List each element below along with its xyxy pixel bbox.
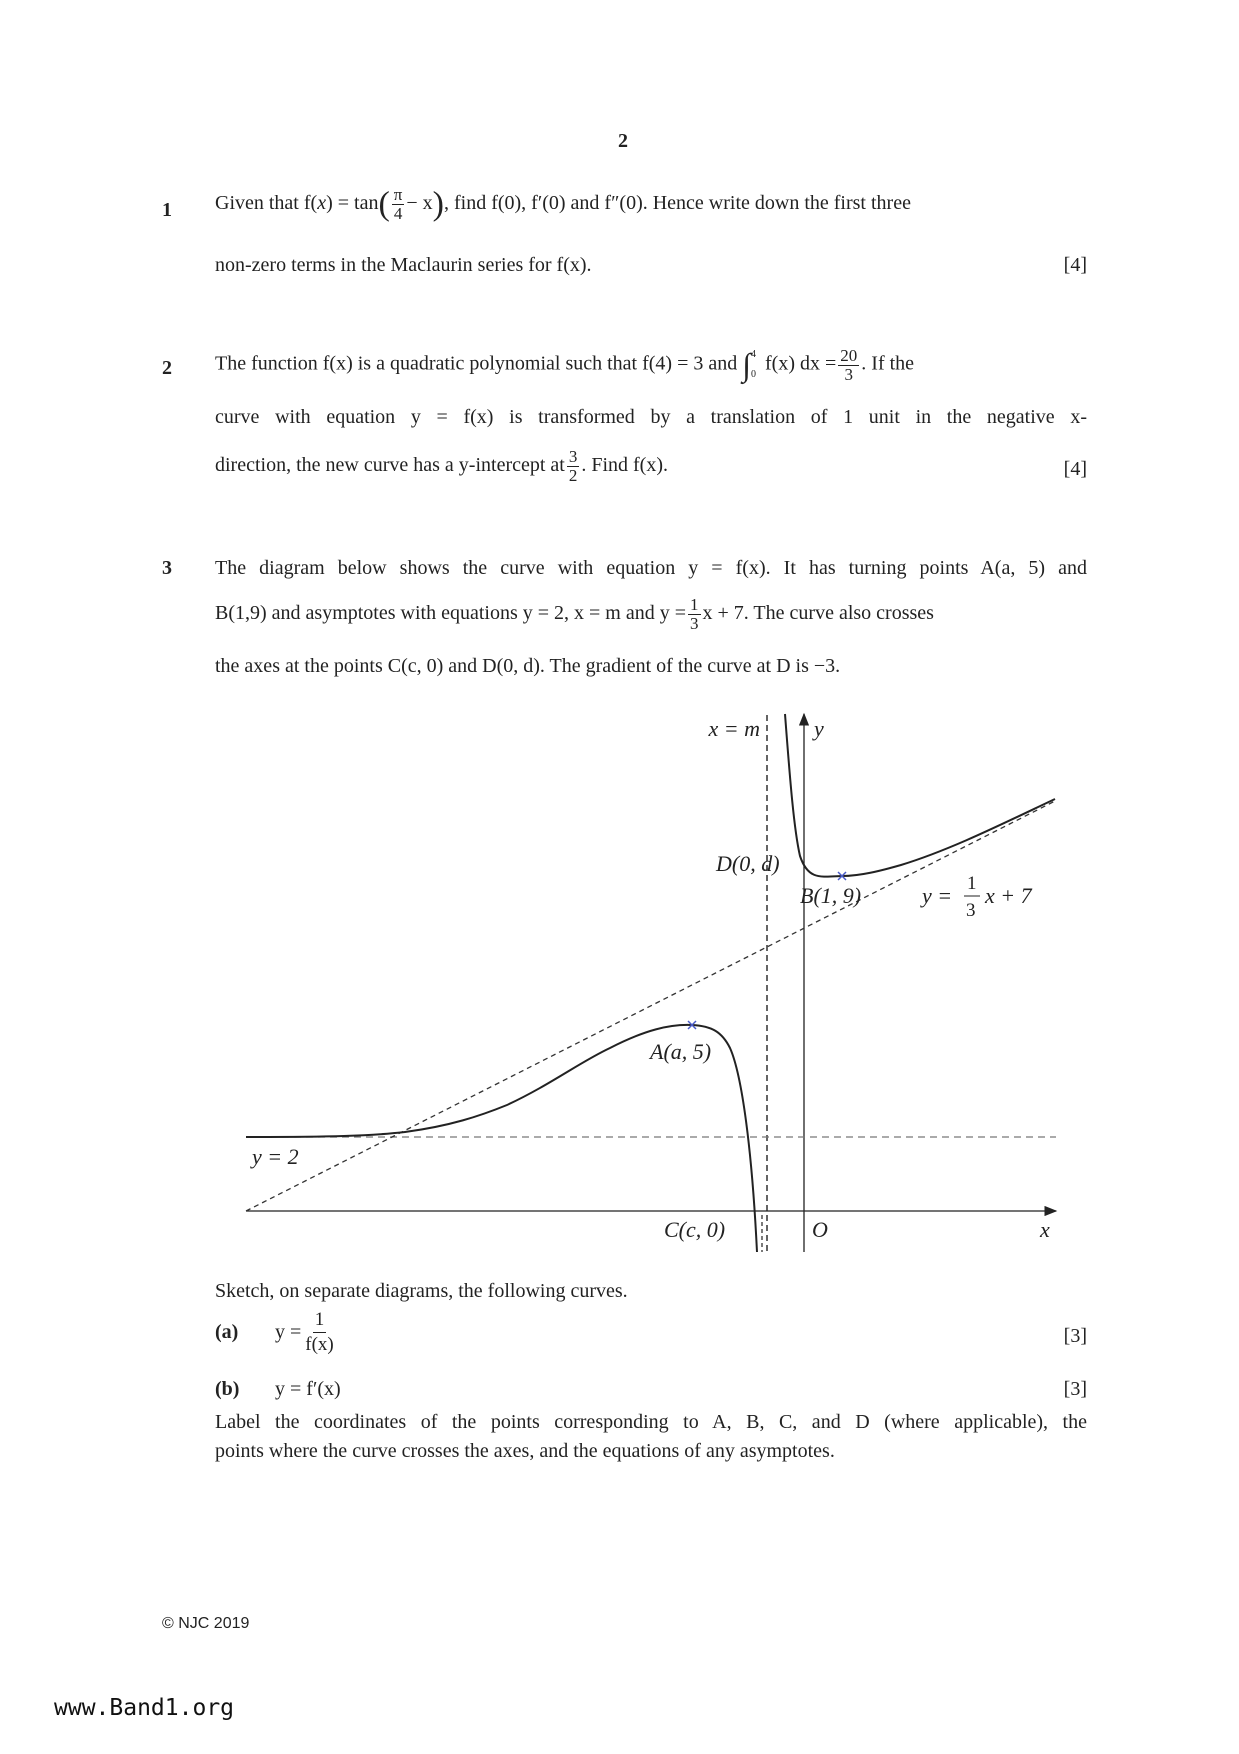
label-point-D: D(0, d): [716, 851, 780, 876]
fraction: $\frac{1}{3}$: [690, 595, 699, 633]
question-number: 2: [162, 357, 172, 379]
fraction: $\frac{20}{3}$: [840, 345, 858, 384]
question-text-line: curve with equation y = f(x) is transformed by a translation of 1 unit in the negative x-: [215, 406, 1087, 428]
text: . If the: [861, 352, 915, 375]
question-text-line: The diagram below shows the curve with equation y = f(x). It has turning points A(a, 5) and: [215, 557, 1087, 579]
marks: [4]: [1063, 458, 1087, 480]
text: x + 7. The curve also crosses: [702, 602, 934, 625]
label-oblique-asymptote: y =: [922, 883, 953, 908]
text: . Find f(x).: [581, 454, 669, 477]
part-label: (a): [215, 1321, 239, 1343]
note-line: points where the curve crosses the axes, and the equations of any asymptotes.: [215, 1440, 835, 1462]
label-point-A: A(a, 5): [650, 1039, 712, 1064]
marks: [3]: [1063, 1378, 1087, 1400]
text: y =: [275, 1321, 302, 1343]
text: Given that f(: [215, 192, 318, 215]
upper-limit: 4: [751, 349, 757, 360]
text: B(1,9) and asymptotes with equations y = 2, x = m and y =: [215, 602, 687, 625]
label-oblique-fraction-den: 3: [966, 900, 976, 921]
label-x-axis: x: [1040, 1217, 1050, 1242]
question-number: 1: [162, 199, 172, 221]
text: y = f′(x): [275, 1378, 341, 1400]
label-oblique-rest: x + 7: [985, 883, 1032, 908]
text: direction, the new curve has a y-intercept at: [215, 454, 565, 477]
curve-right-branch: [785, 714, 1055, 877]
part-a: [215, 1308, 338, 1357]
label-horizontal-asymptote: y = 2: [252, 1144, 299, 1169]
oblique-asymptote: [246, 801, 1055, 1211]
text: − x: [406, 192, 433, 215]
watermark-url: www.Band1.org: [54, 1695, 235, 1721]
page-number: 2: [618, 130, 628, 152]
marks: [3]: [1063, 1325, 1087, 1347]
label-point-C: C(c, 0): [664, 1217, 726, 1242]
sketch-instruction: Sketch, on separate diagrams, the following curves.: [215, 1280, 628, 1302]
text: f(x) dx =: [765, 352, 837, 375]
fraction: $\frac{1}{f(x)}$: [305, 1309, 334, 1355]
copyright: © NJC 2019: [162, 1615, 250, 1632]
fraction: $\frac{\pi}{4}$: [393, 185, 403, 223]
part-b: [215, 1378, 341, 1401]
question-text-line: the axes at the points C(c, 0) and D(0, d). The gradient of the curve at D is −3.: [215, 655, 841, 677]
note-line: Label the coordinates of the points corresponding to A, B, C, and D (where applicable), the: [215, 1411, 1087, 1433]
part-label: (b): [215, 1378, 240, 1400]
lower-limit: 0: [751, 369, 757, 380]
text: The function f(x) is a quadratic polynomial such that f(4) = 3 and: [215, 352, 738, 375]
question-text-line: Given that f(x) = tan( $\frac{\pi}{4}$ − x), find f(0), f′(0) and f″(0). Hence write down the first three: [215, 185, 911, 223]
text: , find f(0), f′(0) and f″(0). Hence write down the first three: [443, 192, 911, 215]
label-origin: O: [812, 1217, 828, 1242]
integral-sign: ∫: [742, 346, 752, 383]
label-oblique-fraction-num: 1: [967, 873, 977, 894]
question-text-line: non-zero terms in the Maclaurin series for f(x).: [215, 254, 592, 276]
label-point-B: B(1, 9): [800, 883, 862, 908]
marks: [4]: [1063, 254, 1087, 276]
question-number: 3: [162, 557, 172, 579]
text: ) = tan: [326, 192, 379, 215]
label-vertical-asymptote: x = m: [708, 716, 760, 741]
var: x: [317, 192, 327, 215]
fraction: $\frac{3}{2}$: [568, 447, 578, 485]
label-y-axis: y: [814, 716, 824, 741]
